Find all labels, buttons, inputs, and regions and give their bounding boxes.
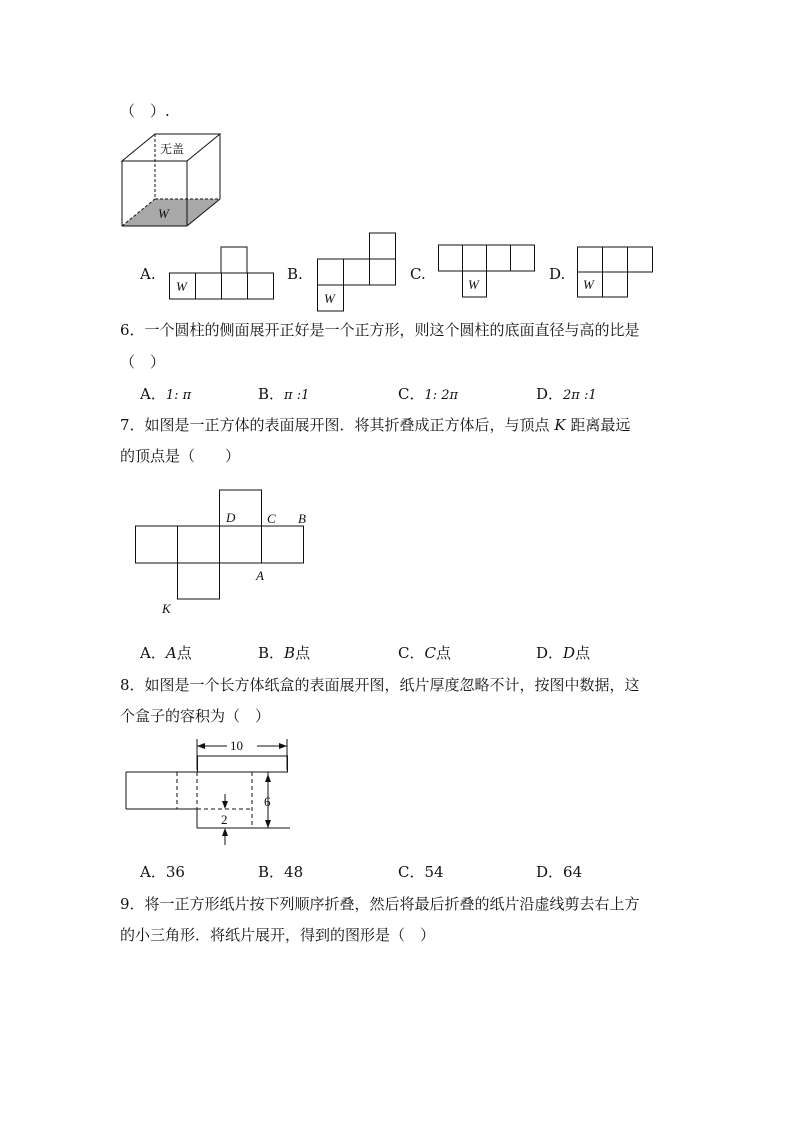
q8-option-a	[140, 862, 185, 882]
q7-stem-line2: 的顶点是（ ）	[120, 447, 241, 465]
q9-stem-line1: 9．将一正方形纸片按下列顺序折叠，然后将最后折叠的纸片沿虚线剪去右上方	[120, 895, 640, 913]
q6-option-c-key: C．	[398, 385, 425, 403]
q6-option-b	[258, 384, 309, 406]
q7-option-a-key: A．	[140, 644, 166, 662]
q6-option-c-value: 1: 2π	[424, 388, 459, 403]
q7-option-b-suffix: 点	[295, 644, 311, 662]
q6-stem-line1: 6．一个圆柱的侧面展开正好是一个正方形，则这个圆柱的底面直径与高的比是	[120, 321, 640, 339]
q6-option-d-value: 2π :1	[563, 388, 597, 403]
q5-option-c-key: C.	[410, 265, 426, 283]
q8-option-d	[536, 862, 582, 882]
q7-stem-line1	[120, 415, 630, 435]
vertex-label-b: B	[298, 511, 306, 526]
q8-option-d-key: D．	[536, 863, 564, 881]
q8-option-c-key: C．	[398, 863, 425, 881]
q7-option-a-suffix: 点	[176, 644, 192, 662]
dim-height-label: 6	[264, 794, 271, 809]
q6-option-a-key: A．	[140, 385, 166, 403]
q5-option-d-key: D.	[549, 265, 566, 283]
cube-bottom-label: W	[158, 206, 169, 221]
q6-option-a	[140, 384, 191, 406]
q6-stem-line2: （ ）	[120, 353, 166, 371]
q5-option-a-net	[169, 246, 275, 301]
q8-option-b-value: 48	[284, 863, 304, 881]
q7-option-a	[140, 643, 192, 663]
q7-option-c-key: C．	[398, 644, 425, 662]
q7-option-c	[398, 643, 451, 663]
q7-option-c-var: C	[424, 644, 436, 662]
q7-stem-var-k: K	[554, 416, 566, 434]
q7-option-a-var: A	[165, 644, 177, 662]
q7-option-d-var: D	[563, 644, 576, 662]
q5-open-cube-figure	[118, 133, 228, 228]
vertex-label-k: K	[162, 601, 171, 616]
q7-option-b-key: B．	[258, 644, 285, 662]
q7-stem-line1-post: 距离最远	[565, 416, 631, 434]
q8-stem-line2: 个盒子的容积为（ ）	[120, 707, 271, 725]
vertex-label-d: D	[226, 510, 236, 525]
q5-option-a-key: A.	[140, 265, 156, 283]
q8-option-a-value: 36	[165, 863, 185, 881]
q7-option-b	[258, 643, 310, 663]
q8-stem-line1: 8．如图是一个长方体纸盒的表面展开图，纸片厚度忽略不计，按图中数据，这	[120, 676, 640, 694]
q5-answer-paren: （ ）.	[120, 102, 170, 120]
q7-option-d	[536, 643, 590, 663]
q6-option-b-key: B．	[258, 385, 285, 403]
net-label-w: W	[324, 291, 335, 306]
q7-option-b-var: B	[284, 644, 296, 662]
q7-cube-net-figure	[134, 489, 334, 624]
q6-option-b-value: π :1	[284, 388, 310, 403]
q5-option-d-net	[576, 246, 656, 302]
cube-lid-label: 无盖	[160, 142, 185, 156]
q6-option-d-key: D．	[536, 385, 564, 403]
q6-option-d	[536, 384, 597, 406]
q8-option-a-key: A．	[140, 863, 166, 881]
dim-depth-label: 2	[221, 812, 228, 827]
vertex-label-a: A	[256, 568, 264, 583]
q9-stem-line2: 的小三角形．将纸片展开，得到的图形是（ ）	[120, 926, 436, 944]
q8-box-net-figure	[125, 736, 295, 848]
net-label-w: W	[176, 279, 187, 294]
q8-option-d-value: 64	[563, 863, 583, 881]
q6-option-a-value: 1: π	[165, 388, 192, 403]
q8-option-b	[258, 862, 303, 882]
q6-option-c	[398, 384, 458, 406]
q5-option-b-key: B.	[287, 265, 303, 283]
q7-option-d-key: D．	[536, 644, 564, 662]
q7-stem-line1-pre: 7．如图是一正方体的表面展开图．将其折叠成正方体后，与顶点	[120, 416, 555, 434]
q7-option-c-suffix: 点	[435, 644, 451, 662]
q8-option-c-value: 54	[424, 863, 444, 881]
net-label-w: W	[468, 277, 479, 292]
q7-option-d-suffix: 点	[575, 644, 591, 662]
q8-option-c	[398, 862, 444, 882]
q5-option-b-net	[316, 232, 398, 314]
net-label-w: W	[583, 277, 594, 292]
dim-width-label: 10	[230, 738, 243, 753]
vertex-label-c: C	[267, 511, 276, 526]
q5-option-c-net	[437, 244, 537, 300]
q8-option-b-key: B．	[258, 863, 285, 881]
